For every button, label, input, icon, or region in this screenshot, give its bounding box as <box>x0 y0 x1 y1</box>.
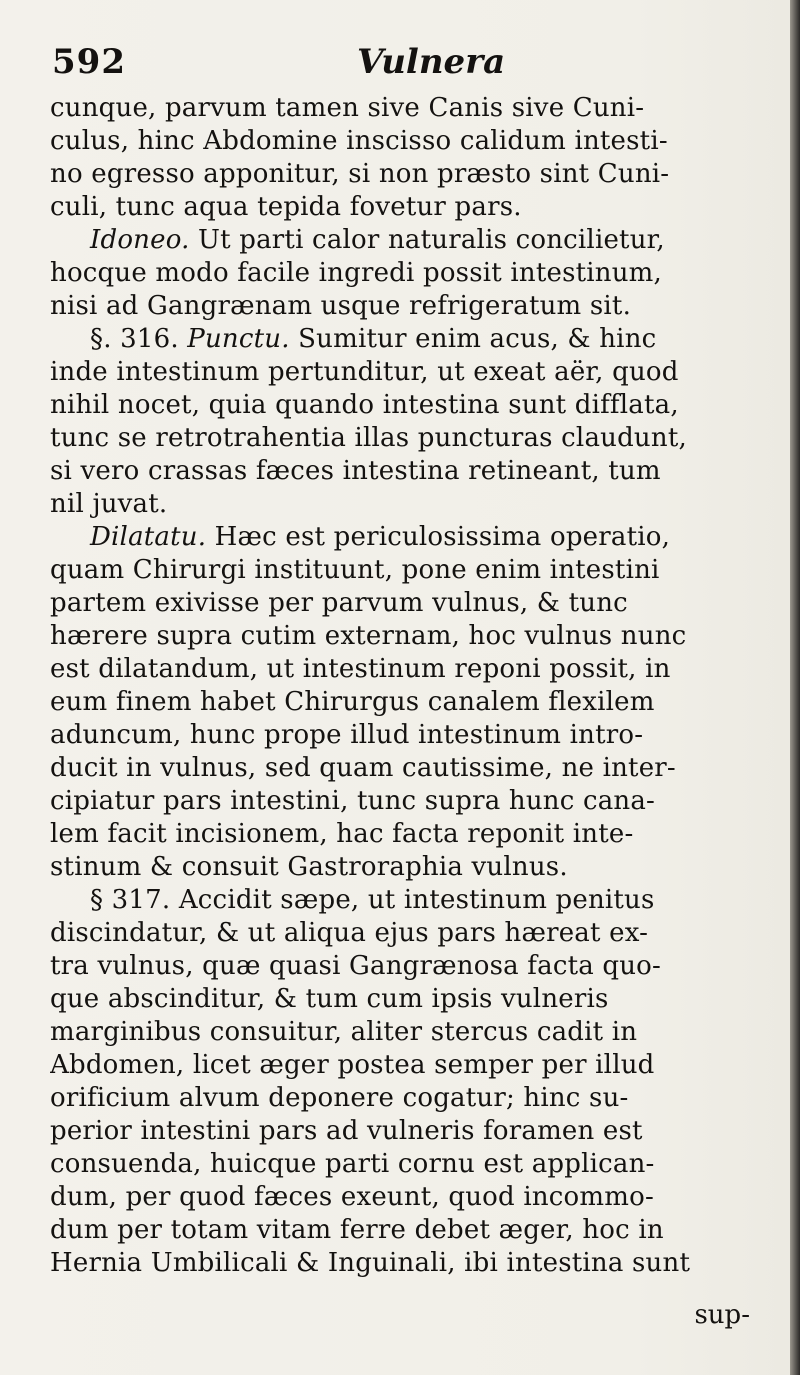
text-line: cunque, parvum tamen sive Canis sive Cuni- <box>50 93 645 123</box>
text-line: lem facit incisionem, hac facta reponit inte- <box>50 819 634 849</box>
text-line: Abdomen, licet æger postea semper per illud <box>50 1050 655 1080</box>
text-line: dum, per quod fæces exeunt, quod incommo- <box>50 1182 654 1212</box>
text-line: culus, hinc Abdomine inscisso calidum intesti- <box>50 126 668 156</box>
text-line: stinum & consuit Gastroraphia vulnus. <box>50 852 568 882</box>
book-edge-shadow <box>790 0 800 1375</box>
text-line: consuenda, huicque parti cornu est applican- <box>50 1149 655 1179</box>
text-line: Idoneo. Ut parti calor naturalis concilietur, <box>90 225 665 255</box>
text-line: aduncum, hunc prope illud intestinum intro- <box>50 720 644 750</box>
text-line: marginibus consuitur, aliter stercus cadit in <box>50 1017 638 1047</box>
text-line: que abscinditur, & tum cum ipsis vulneris <box>50 984 609 1014</box>
page-header <box>52 38 752 88</box>
text-line: perior intestini pars ad vulneris foramen est <box>50 1116 643 1146</box>
text-line: § 317. Accidit sæpe, ut intestinum penitus <box>90 885 655 915</box>
text-line: §. 316. Punctu. Sumitur enim acus, & hinc <box>90 324 657 354</box>
text-line: discindatur, & ut aliqua ejus pars hæreat ex- <box>50 918 649 948</box>
text-line: cipiatur pars intestini, tunc supra hunc cana- <box>50 786 656 816</box>
text-line: culi, tunc aqua tepida fovetur pars. <box>50 192 522 222</box>
text-line: nihil nocet, quia quando intestina sunt difflata, <box>50 390 679 420</box>
text-line: Hernia Umbilicali & Inguinali, ibi intestina sunt <box>50 1248 691 1278</box>
text-line: inde intestinum pertunditur, ut exeat aër, quod <box>50 357 679 387</box>
text-line: no egresso apponitur, si non præsto sint Cuni- <box>50 159 670 189</box>
text-line: si vero crassas fæces intestina retineant, tum <box>50 456 661 486</box>
text-line: tra vulnus, quæ quasi Gangrænosa facta quo- <box>50 951 662 981</box>
text-line: eum finem habet Chirurgus canalem flexilem <box>50 687 655 717</box>
text-line: hærere supra cutim externam, hoc vulnus nunc <box>50 621 687 651</box>
page-number: 592 <box>52 42 126 82</box>
body-text <box>50 92 765 1280</box>
text-line: Dilatatu. Hæc est periculosissima operatio, <box>90 522 671 552</box>
text-line: ducit in vulnus, sed quam cautissime, ne inter- <box>50 753 676 783</box>
text-line: tunc se retrotrahentia illas puncturas claudunt, <box>50 423 687 453</box>
text-line: nisi ad Gangrænam usque refrigeratum sit. <box>50 291 632 321</box>
text-line: est dilatandum, ut intestinum reponi possit, in <box>50 654 671 684</box>
text-line: hocque modo facile ingredi possit intestinum, <box>50 258 663 288</box>
text-line: quam Chirurgi instituunt, pone enim intestini <box>50 555 660 585</box>
text-line: nil juvat. <box>50 489 168 519</box>
catchword: sup- <box>694 1300 750 1330</box>
text-line: partem exivisse per parvum vulnus, & tunc <box>50 588 628 618</box>
text-line: dum per totam vitam ferre debet æger, hoc in <box>50 1215 664 1245</box>
running-head: Vulnera <box>357 42 506 82</box>
text-line: orificium alvum deponere cogatur; hinc su- <box>50 1083 629 1113</box>
